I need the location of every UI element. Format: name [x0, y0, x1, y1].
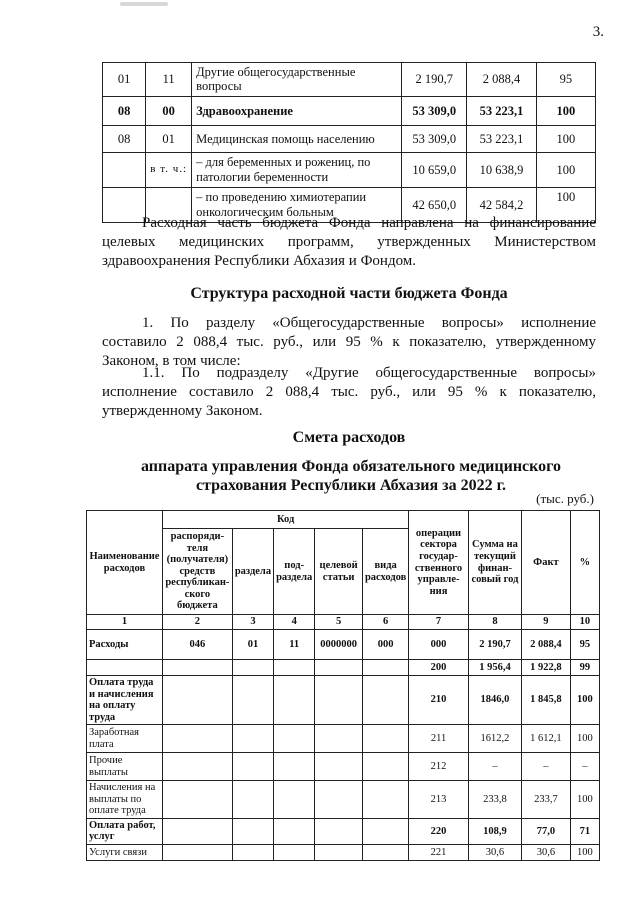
percent-cell: 100: [536, 125, 595, 152]
target-cell: [315, 781, 363, 819]
sum-cell: 1 956,4: [468, 660, 521, 676]
fact-cell: 1 612,1: [522, 725, 571, 753]
operation-cell: 220: [409, 818, 468, 844]
target-cell: [315, 818, 363, 844]
target-cell: [315, 676, 363, 725]
target-cell: 0000000: [315, 630, 363, 660]
subsection-cell: 11: [274, 630, 315, 660]
subsection-code-cell: 11: [146, 63, 192, 97]
column-number: 5: [315, 615, 363, 630]
scan-artifact: [120, 2, 168, 6]
section-code-cell: 01: [103, 63, 146, 97]
section-code-cell: 08: [103, 96, 146, 125]
fact-cell: 77,0: [522, 818, 571, 844]
paragraph-expenditure-purpose: Расходная часть бюджета Фонда направлена на финансирование целевых медицинских программ, утвержденных Министерством здравоохранения Республики Абхазия и Фондом.: [102, 215, 596, 269]
sum-cell: 1846,0: [468, 676, 521, 725]
section-cell: 01: [232, 630, 273, 660]
column-numbers-row: [87, 615, 600, 630]
units-label: (тыс. руб.): [536, 491, 594, 506]
table-row: [87, 725, 600, 753]
sum-cell: 2 190,7: [468, 630, 521, 660]
section-cell: [232, 781, 273, 819]
page-number: 3.: [592, 24, 604, 40]
pct-cell: 100: [570, 725, 599, 753]
subsection-code-cell: в т. ч.:: [146, 152, 192, 187]
table-row: [87, 660, 600, 676]
header-kod: Код: [162, 511, 408, 529]
table-row: [103, 63, 596, 97]
pct-cell: 100: [570, 781, 599, 819]
pct-cell: 99: [570, 660, 599, 676]
section-code-cell: [103, 152, 146, 187]
header-fact: Факт: [522, 511, 571, 615]
subsection-cell: [274, 660, 315, 676]
table-row: [87, 781, 600, 819]
table-row: [103, 125, 596, 152]
fact-cell: 1 922,8: [522, 660, 571, 676]
fact-value-cell: 10 638,9: [467, 152, 536, 187]
expense-name-cell: Начисления на выплаты по оплате труда: [87, 781, 163, 819]
section-cell: [232, 660, 273, 676]
recipient-cell: [162, 676, 232, 725]
expense-name-cell: Оплата труда и начисления на оплату труда: [87, 676, 163, 725]
heading-estimate: Смета расходов: [292, 429, 406, 446]
item-name-cell: Медицинская помощь населению: [192, 125, 402, 152]
fact-cell: 233,7: [522, 781, 571, 819]
column-number: 2: [162, 615, 232, 630]
fact-cell: 30,6: [522, 844, 571, 860]
table-row: [87, 753, 600, 781]
section-cell: [232, 725, 273, 753]
subsection-cell: [274, 676, 315, 725]
operation-cell: 000: [409, 630, 468, 660]
target-cell: [315, 844, 363, 860]
kind-cell: [362, 660, 408, 676]
pct-cell: 100: [570, 676, 599, 725]
fact-value-cell: 53 223,1: [467, 96, 536, 125]
table-row: [87, 818, 600, 844]
column-number: 10: [570, 615, 599, 630]
header-kind: вида расходов: [362, 529, 408, 615]
plan-value-cell: 2 190,7: [402, 63, 467, 97]
table-row: [103, 152, 596, 187]
recipient-cell: [162, 753, 232, 781]
header-percent: %: [570, 511, 599, 615]
expense-name-cell: Услуги связи: [87, 844, 163, 860]
sum-cell: –: [468, 753, 521, 781]
expense-name-cell: [87, 660, 163, 676]
fact-cell: –: [522, 753, 571, 781]
target-cell: [315, 753, 363, 781]
header-section: раздела: [232, 529, 273, 615]
operation-cell: 213: [409, 781, 468, 819]
header-operation: операции сектора государ-ственного управле-ния: [409, 511, 468, 615]
section-cell: [232, 818, 273, 844]
column-number: 8: [468, 615, 521, 630]
table-row: [87, 844, 600, 860]
column-number: 7: [409, 615, 468, 630]
column-number: 6: [362, 615, 408, 630]
header-name: Наименование расходов: [87, 511, 163, 615]
percent-cell: 100: [536, 96, 595, 125]
section-cell: [232, 753, 273, 781]
fact-value-cell: 42 584,2: [467, 187, 536, 222]
kind-cell: [362, 844, 408, 860]
column-number: 4: [274, 615, 315, 630]
table-row: [87, 630, 600, 660]
kind-cell: [362, 818, 408, 844]
item-name-cell: – для беременных и рожениц, по патологии беременности: [192, 152, 402, 187]
kind-cell: 000: [362, 630, 408, 660]
operation-cell: 210: [409, 676, 468, 725]
plan-value-cell: 53 309,0: [402, 125, 467, 152]
percent-cell: 100: [536, 187, 595, 222]
pct-cell: 71: [570, 818, 599, 844]
section-cell: [232, 844, 273, 860]
target-cell: [315, 660, 363, 676]
section-cell: [232, 676, 273, 725]
fact-cell: 2 088,4: [522, 630, 571, 660]
header-subsection: под-раздела: [274, 529, 315, 615]
subsection-cell: [274, 844, 315, 860]
recipient-cell: 046: [162, 630, 232, 660]
operation-cell: 221: [409, 844, 468, 860]
target-cell: [315, 725, 363, 753]
expense-name-cell: Оплата работ, услуг: [87, 818, 163, 844]
subsection-cell: [274, 753, 315, 781]
heading-expenditure-structure: Структура расходной части бюджета Фонда: [190, 285, 508, 302]
heading-estimate-subtitle: аппарата управления Фонда обязательного медицинского страхования Республики Абхазия за 2022 г.: [140, 458, 562, 494]
operation-cell: 200: [409, 660, 468, 676]
recipient-cell: [162, 844, 232, 860]
recipient-cell: [162, 725, 232, 753]
plan-value-cell: 10 659,0: [402, 152, 467, 187]
subsection-cell: [274, 781, 315, 819]
plan-value-cell: 53 309,0: [402, 96, 467, 125]
column-number: 9: [522, 615, 571, 630]
recipient-cell: [162, 660, 232, 676]
plan-value-cell: 42 650,0: [402, 187, 467, 222]
budget-summary-table: [102, 62, 596, 223]
operation-cell: 212: [409, 753, 468, 781]
sum-cell: 233,8: [468, 781, 521, 819]
pct-cell: 100: [570, 844, 599, 860]
subsection-cell: [274, 818, 315, 844]
header-recipient: распоряди-теля (получателя) средств республикан-ского бюджета: [162, 529, 232, 615]
sum-cell: 1612,2: [468, 725, 521, 753]
kind-cell: [362, 725, 408, 753]
fact-cell: 1 845,8: [522, 676, 571, 725]
percent-cell: 100: [536, 152, 595, 187]
fact-value-cell: 2 088,4: [467, 63, 536, 97]
expense-estimate-table: [86, 510, 600, 861]
pct-cell: 95: [570, 630, 599, 660]
expense-name-cell: Расходы: [87, 630, 163, 660]
expense-name-cell: Прочие выплаты: [87, 753, 163, 781]
fact-value-cell: 53 223,1: [467, 125, 536, 152]
recipient-cell: [162, 818, 232, 844]
expense-name-cell: Заработная плата: [87, 725, 163, 753]
item-name-cell: Здравоохранение: [192, 96, 402, 125]
section-code-cell: 08: [103, 125, 146, 152]
kind-cell: [362, 781, 408, 819]
subsection-code-cell: 01: [146, 125, 192, 152]
table-row: [103, 96, 596, 125]
item-name-cell: – по проведению химиотерапии онкологическим больным: [192, 187, 402, 222]
column-number: 3: [232, 615, 273, 630]
sum-cell: 108,9: [468, 818, 521, 844]
kind-cell: [362, 676, 408, 725]
item-name-cell: Другие общегосударственные вопросы: [192, 63, 402, 97]
paragraph-subsection-other: 1.1. По подразделу «Другие общегосударственные вопросы» исполнение составило 2 088,4 тыс. руб., или 95 % к показателю, утвержденному Законом.: [102, 365, 596, 419]
kind-cell: [362, 753, 408, 781]
paragraph-section-general: 1. По разделу «Общегосударственные вопросы» исполнение составило 2 088,4 тыс. руб., или 95 % к показателю, утвержденному Законом, в том числе:: [102, 315, 596, 369]
table-row: [87, 676, 600, 725]
sum-cell: 30,6: [468, 844, 521, 860]
header-target: целевой статьи: [315, 529, 363, 615]
column-number: 1: [87, 615, 163, 630]
subsection-cell: [274, 725, 315, 753]
subsection-code-cell: 00: [146, 96, 192, 125]
percent-cell: 95: [536, 63, 595, 97]
recipient-cell: [162, 781, 232, 819]
pct-cell: –: [570, 753, 599, 781]
operation-cell: 211: [409, 725, 468, 753]
header-sum: Сумма на текущий финан-совый год: [468, 511, 521, 615]
